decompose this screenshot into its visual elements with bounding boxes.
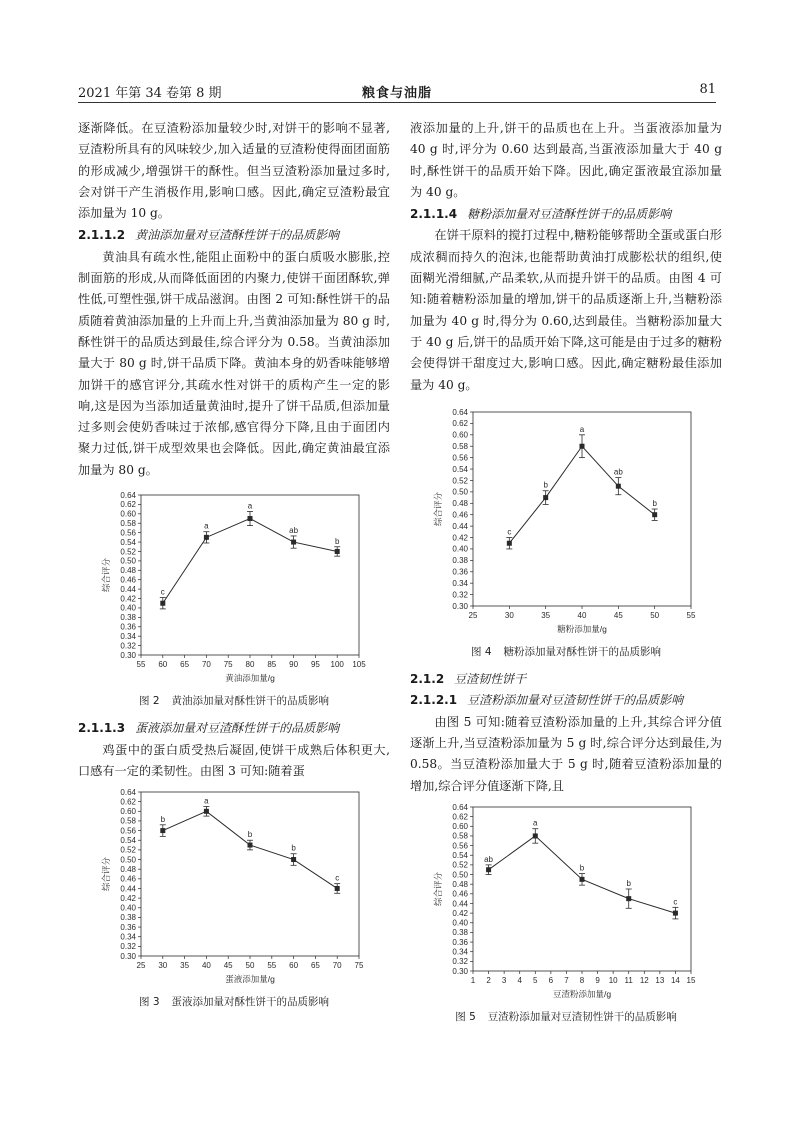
y-tick-label: 0.56: [120, 826, 136, 836]
section-heading: [410, 669, 722, 690]
y-tick-label: 0.56: [452, 453, 468, 463]
data-point: [616, 484, 621, 489]
data-point: [580, 877, 585, 882]
figure-number: 图 3: [138, 996, 160, 1009]
data-point: [248, 843, 253, 848]
x-tick-label: 11: [624, 975, 633, 985]
x-tick-label: 13: [655, 975, 665, 985]
y-tick-label: 0.52: [120, 845, 136, 855]
x-tick-label: 6: [548, 975, 554, 985]
y-tick-label: 0.58: [120, 519, 136, 529]
data-point: [580, 444, 585, 449]
data-point: [543, 495, 548, 500]
x-tick-label: 12: [639, 975, 649, 985]
section-title: 豆渣粉添加量对豆渣韧性饼干的品质影响: [467, 693, 684, 708]
significance-label: a: [204, 796, 209, 806]
x-tick-label: 8: [579, 975, 585, 985]
significance-label: a: [204, 521, 209, 531]
left-column: [78, 118, 390, 1014]
y-tick-label: 0.52: [452, 476, 468, 486]
paragraph: 逐渐降低。在豆渣粉添加量较少时,对饼干的影响不显著,豆渣粉所具有的风味较少,加入适量的豆渣粉使得面团面筋的形成减少,增强饼干的酥性。但当豆渣粉添加量过多时,会对饼干产生消极作用,影响口感。因此,确定豆渣粉最宜添加量为 10 g。: [78, 121, 390, 221]
y-tick-label: 0.36: [120, 923, 136, 933]
data-point: [533, 833, 538, 838]
y-tick-label: 0.58: [452, 831, 468, 841]
y-tick-label: 0.34: [452, 578, 468, 588]
figure-3-chart: [99, 786, 369, 986]
y-tick-label: 0.40: [452, 544, 468, 554]
y-tick-label: 0.60: [452, 822, 468, 832]
section-number: 2.1.2.1: [410, 693, 458, 708]
data-point: [335, 886, 340, 891]
x-axis-label: 糖粉添加量/g: [557, 623, 607, 634]
data-point: [507, 541, 512, 546]
section-heading: [78, 225, 390, 246]
y-tick-label: 0.48: [120, 566, 136, 576]
x-tick-label: 95: [310, 660, 320, 670]
y-tick-label: 0.40: [120, 603, 136, 613]
section-number: 2.1.1.4: [410, 207, 458, 222]
y-tick-label: 0.36: [452, 937, 468, 947]
y-tick-label: 0.50: [452, 870, 468, 880]
y-tick-label: 0.30: [120, 952, 136, 962]
x-tick-label: 35: [180, 961, 190, 971]
x-tick-label: 80: [245, 660, 255, 670]
y-axis-label: 综合评分: [433, 871, 443, 906]
data-point: [652, 512, 657, 517]
journal-name: 粮食与油脂: [361, 86, 432, 101]
paragraph: 鸡蛋中的蛋白质受热后凝固,使饼干成熟后体积更大,口感有一定的柔韧性。由图 3 可知:随着蛋: [78, 742, 390, 778]
y-tick-label: 0.30: [120, 650, 136, 660]
y-tick-label: 0.62: [120, 797, 136, 807]
running-header: [78, 82, 716, 103]
y-tick-label: 0.46: [120, 575, 136, 585]
figure-4-caption: [410, 642, 722, 663]
x-tick-label: 55: [267, 961, 277, 971]
section-heading: [410, 204, 722, 225]
y-tick-label: 0.30: [452, 966, 468, 976]
significance-label: b: [334, 536, 340, 546]
section-heading: [410, 690, 722, 711]
data-point: [160, 828, 165, 833]
y-tick-label: 0.60: [120, 509, 136, 519]
y-tick-label: 0.46: [452, 889, 468, 899]
y-tick-label: 0.46: [120, 874, 136, 884]
x-tick-label: 60: [289, 961, 299, 971]
y-tick-label: 0.44: [120, 884, 136, 894]
x-tick-label: 45: [613, 610, 623, 620]
journal-issue: 2021 年第 34 卷第 8 期: [78, 86, 222, 101]
data-point: [626, 896, 631, 901]
y-tick-label: 0.42: [120, 894, 136, 904]
figure-number: 图 2: [138, 695, 160, 708]
y-tick-label: 0.58: [452, 441, 468, 451]
x-tick-label: 7: [564, 975, 569, 985]
y-tick-label: 0.34: [452, 947, 468, 957]
figure-5-chart: [431, 801, 701, 1001]
paragraph: 液添加量的上升,饼干的品质也在上升。当蛋液添加量为 40 g 时,评分为 0.60 达到最高,当蛋液添加量大于 40 g 时,酥性饼干的品质开始下降。因此,确定蛋液最宜添加量为 40 g。: [410, 121, 722, 199]
x-tick-label: 90: [289, 660, 299, 670]
y-tick-label: 0.62: [120, 500, 136, 510]
x-tick-label: 100: [330, 660, 344, 670]
y-tick-label: 0.64: [120, 490, 136, 500]
y-tick-label: 0.56: [452, 841, 468, 851]
paragraph: 在饼干原料的搅打过程中,糖粉能够帮助全蛋或蛋白形成浓稠而持久的泡沫,也能帮助黄油打成膨松状的组织,使面糊光滑细腻,产品柔软,从而提升饼干的品质。由图 4 可知:随着糖粉添加量的增加,饼干的品质逐渐上升,当糖粉添加量为 40 g 时,得分为 0.60,达到最佳。当糖粉添加量大于 40 g 后,饼干的品质开始下降,这可能是由于过多的糖粉会使得饼干甜度过大,影响口感。因此,确定糖粉最佳添加量为 40 g。: [410, 228, 722, 392]
x-tick-label: 70: [332, 961, 342, 971]
x-tick-label: 70: [201, 660, 211, 670]
paragraph: 由图 5 可知:随着豆渣粉添加量的上升,其综合评分值逐渐上升,当豆渣粉添加量为 5 g 时,综合评分达到最佳,为 0.58。当豆渣粉添加量大于 5 g 时,随着豆渣粉添加量的增加,综合评分值逐渐下降,且: [410, 714, 722, 793]
x-tick-label: 3: [501, 975, 507, 985]
data-point: [673, 911, 678, 916]
y-tick-label: 0.44: [120, 584, 136, 594]
significance-label: c: [673, 897, 678, 907]
x-tick-label: 30: [158, 961, 168, 971]
x-tick-label: 75: [223, 660, 233, 670]
significance-label: ab: [289, 525, 299, 535]
significance-label: b: [160, 815, 166, 825]
y-axis-label: 综合评分: [433, 491, 443, 526]
x-tick-label: 40: [201, 961, 211, 971]
significance-label: c: [160, 587, 165, 597]
data-point: [160, 601, 165, 606]
paragraph: 黄油具有疏水性,能阻止面粉中的蛋白质吸水膨胀,控制面筋的形成,从而降低面团的内聚力,使饼干面团酥软,弹性低,可塑性强,饼干成品滋润。由图 2 可知:酥性饼干的品质随着黄油添加量的上升而上升,当黄油添加量为 80 g 时,酥性饼干的品质达到最佳,综合评分为 0.58。当黄油添加量大于 80 g 时,饼干品质下降。黄油本身的奶香味能够增加饼干的感官评分,其疏水性对饼干的质构产生一定的影响,这是因为当添加适量黄油时,提升了饼干品质,但添加量过多则会使奶香味过于浓郁,感官得分下降,且由于面团内聚力过低,饼干成型效果也会降低。因此,确定黄油最宜添加量为 80 g。: [78, 249, 390, 477]
figure-number: 图 4: [470, 645, 492, 658]
section-title: 黄油添加量对豆渣酥性饼干的品质影响: [135, 228, 340, 243]
y-tick-label: 0.50: [120, 855, 136, 865]
y-tick-label: 0.58: [120, 816, 136, 826]
x-tick-label: 55: [686, 610, 696, 620]
y-tick-label: 0.52: [452, 860, 468, 870]
data-point: [248, 516, 253, 521]
x-tick-label: 75: [354, 961, 364, 971]
y-tick-label: 0.44: [452, 899, 468, 909]
section-title: 豆渣韧性饼干: [454, 672, 527, 687]
x-axis-label: 蛋液添加量/g: [225, 974, 275, 985]
right-column: [410, 118, 722, 1028]
section-heading: [78, 718, 390, 739]
significance-label: b: [291, 843, 296, 853]
y-tick-label: 0.64: [452, 802, 468, 812]
y-tick-label: 0.64: [120, 788, 136, 798]
x-tick-label: 55: [136, 660, 146, 670]
x-tick-label: 10: [608, 975, 618, 985]
y-axis-label: 综合评分: [101, 857, 111, 892]
figure-title: 糖粉添加量对酥性饼干的品质影响: [503, 645, 662, 658]
x-tick-label: 50: [245, 961, 255, 971]
x-tick-label: 15: [686, 975, 696, 985]
y-tick-label: 0.38: [120, 613, 136, 623]
plot-frame: [141, 792, 359, 956]
x-tick-label: 50: [650, 610, 660, 620]
x-axis-label: 豆渣粉添加量/g: [552, 988, 612, 999]
y-tick-label: 0.40: [120, 903, 136, 913]
y-tick-label: 0.62: [452, 419, 468, 429]
y-tick-label: 0.48: [452, 879, 468, 889]
significance-label: a: [533, 818, 538, 828]
y-tick-label: 0.36: [452, 567, 468, 577]
data-point: [335, 549, 340, 554]
plot-frame: [473, 807, 691, 971]
y-tick-label: 0.42: [452, 908, 468, 918]
figure-5-caption: [410, 1007, 722, 1028]
y-tick-label: 0.50: [120, 556, 136, 566]
section-number: 2.1.1.3: [78, 721, 126, 736]
series-line: [509, 446, 654, 543]
x-tick-label: 40: [577, 610, 587, 620]
y-tick-label: 0.56: [120, 528, 136, 538]
significance-label: a: [579, 424, 585, 434]
y-tick-label: 0.42: [120, 594, 136, 604]
figure-title: 豆渣粉添加量对豆渣韧性饼干的品质影响: [487, 1010, 677, 1023]
x-tick-label: 65: [310, 961, 320, 971]
x-tick-label: 5: [533, 975, 538, 985]
y-tick-label: 0.36: [120, 622, 136, 632]
significance-label: ab: [484, 854, 494, 864]
y-tick-label: 0.44: [452, 521, 468, 531]
x-tick-label: 65: [180, 660, 190, 670]
y-tick-label: 0.38: [452, 928, 468, 938]
x-tick-label: 25: [468, 610, 478, 620]
x-tick-label: 85: [267, 660, 277, 670]
significance-label: b: [247, 830, 253, 840]
y-tick-label: 0.38: [120, 913, 136, 923]
y-tick-label: 0.60: [452, 430, 468, 440]
x-tick-label: 45: [223, 961, 233, 971]
figure-title: 蛋液添加量对酥性饼干的品质影响: [171, 996, 330, 1009]
figure-2-chart: [99, 489, 369, 685]
y-tick-label: 0.52: [120, 547, 136, 557]
y-tick-label: 0.50: [452, 487, 468, 497]
figure-title: 黄油添加量对酥性饼干的品质影响: [171, 695, 330, 708]
significance-label: b: [652, 498, 657, 508]
figure-3-caption: [78, 992, 390, 1013]
data-point: [204, 535, 209, 540]
data-point: [291, 540, 296, 545]
series-line: [160, 519, 337, 604]
y-tick-label: 0.54: [120, 537, 136, 547]
y-tick-label: 0.32: [120, 641, 136, 651]
section-title: 蛋液添加量对豆渣酥性饼干的品质影响: [135, 721, 340, 736]
section-number: 2.1.2: [410, 672, 445, 687]
y-tick-label: 0.40: [452, 918, 468, 928]
data-point: [291, 857, 296, 862]
significance-label: b: [543, 480, 548, 490]
y-tick-label: 0.38: [452, 556, 468, 566]
x-tick-label: 14: [670, 975, 680, 985]
y-tick-label: 0.32: [452, 590, 468, 600]
data-point: [204, 809, 209, 814]
data-point: [486, 867, 491, 872]
figure-2-caption: [78, 691, 390, 712]
significance-label: b: [626, 878, 631, 888]
y-axis-label: 综合评分: [101, 558, 111, 593]
y-tick-label: 0.60: [120, 807, 136, 817]
y-tick-label: 0.48: [452, 498, 468, 508]
y-tick-label: 0.54: [452, 850, 468, 860]
y-tick-label: 0.34: [120, 932, 136, 942]
significance-label: ab: [613, 467, 623, 477]
y-tick-label: 0.32: [120, 942, 136, 952]
page-number: 81: [699, 82, 716, 97]
x-tick-label: 105: [352, 660, 366, 670]
y-tick-label: 0.32: [452, 957, 468, 967]
y-tick-label: 0.54: [452, 464, 468, 474]
y-tick-label: 0.34: [120, 632, 136, 642]
x-axis-label: 黄油添加量/g: [225, 673, 275, 684]
y-tick-label: 0.46: [452, 510, 468, 520]
x-tick-label: 60: [158, 660, 168, 670]
significance-label: c: [507, 527, 512, 537]
x-tick-label: 1: [470, 975, 476, 985]
x-tick-label: 4: [517, 975, 522, 985]
section-title: 糖粉添加量对豆渣酥性饼干的品质影响: [467, 207, 672, 222]
y-tick-label: 0.48: [120, 865, 136, 875]
x-tick-label: 25: [136, 961, 146, 971]
y-tick-label: 0.64: [452, 407, 468, 417]
y-tick-label: 0.42: [452, 533, 468, 543]
y-tick-label: 0.30: [452, 601, 468, 611]
section-number: 2.1.1.2: [78, 228, 126, 243]
figure-4-chart: [431, 406, 701, 636]
figure-number: 图 5: [455, 1010, 476, 1023]
x-tick-label: 9: [595, 975, 600, 985]
significance-label: b: [579, 863, 585, 873]
y-tick-label: 0.62: [452, 812, 468, 822]
significance-label: c: [335, 873, 340, 883]
x-tick-label: 30: [504, 610, 514, 620]
significance-label: a: [247, 501, 253, 511]
y-tick-label: 0.54: [120, 836, 136, 846]
x-tick-label: 2: [486, 975, 491, 985]
x-tick-label: 35: [541, 610, 551, 620]
